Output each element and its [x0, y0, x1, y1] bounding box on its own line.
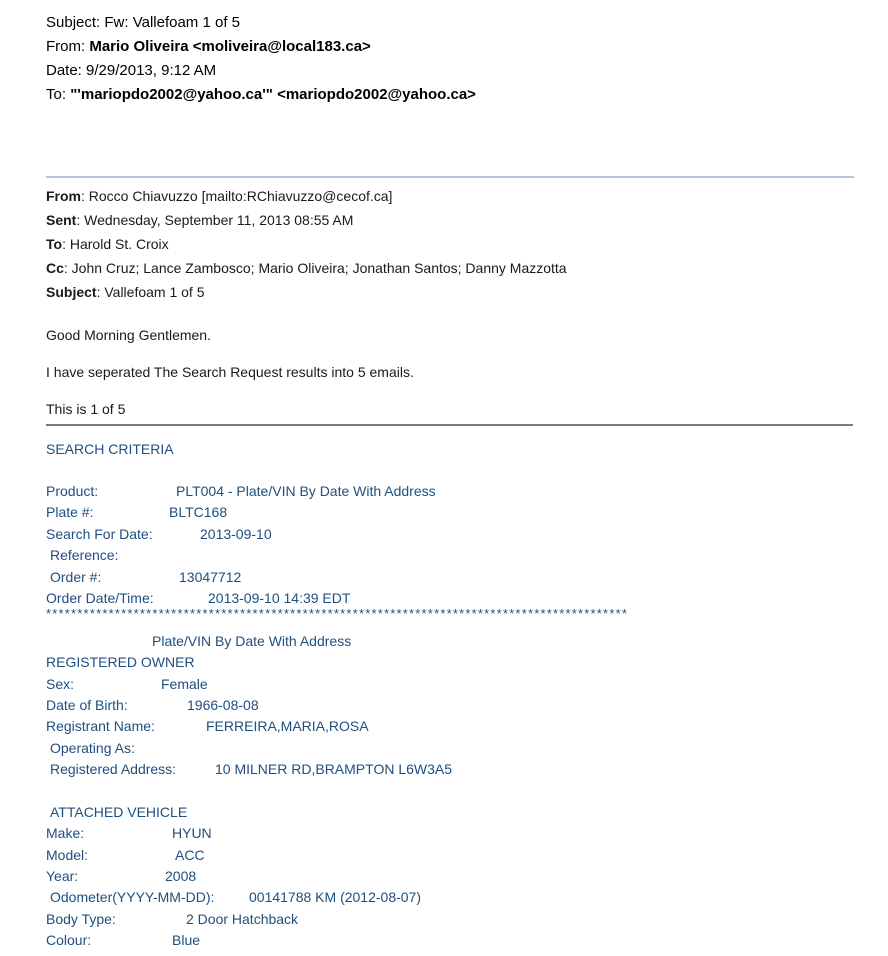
order-datetime-value: 2013-09-10 14:39 EDT — [208, 590, 351, 606]
odometer-value: 00141788 KM (2012-08-07) — [249, 889, 422, 905]
outer-from-label: From: — [46, 38, 86, 55]
outer-to-row — [46, 83, 476, 107]
fw-from-value: : Rocco Chiavuzzo [mailto:RChiavuzzo@cecof.ca] — [81, 188, 393, 204]
search-date-label: Search For Date: — [46, 526, 153, 542]
vehicle-heading: ATTACHED VEHICLE — [50, 804, 188, 820]
body-type-label: Body Type: — [46, 911, 116, 927]
sex-value: Female — [161, 676, 208, 692]
operating-as-label: Operating As: — [50, 740, 135, 756]
registrant-name-value: FERREIRA,MARIA,ROSA — [206, 718, 369, 734]
section-title: Plate/VIN By Date With Address — [152, 633, 352, 649]
fw-sent-label: Sent — [46, 212, 77, 228]
fw-sent-value: : Wednesday, September 11, 2013 08:55 AM — [76, 212, 354, 228]
dob-value: 1966-08-08 — [187, 697, 259, 713]
reference-label: Reference: — [50, 547, 119, 563]
fw-subject-label: Subject — [46, 284, 97, 300]
order-label: Order #: — [50, 569, 102, 585]
odometer-label: Odometer(YYYY-MM-DD): — [50, 889, 215, 905]
fw-to-row — [46, 232, 169, 256]
body-line-1: I have seperated The Search Request results into 5 emails. — [46, 364, 414, 380]
year-label: Year: — [46, 868, 79, 884]
plate-value: BLTC168 — [169, 504, 228, 520]
dob-label: Date of Birth: — [46, 697, 128, 713]
order-datetime-label: Order Date/Time: — [46, 590, 154, 606]
outer-date-row — [46, 59, 216, 83]
model-value: ACC — [175, 847, 205, 863]
outer-subject-row — [46, 11, 240, 35]
fw-cc-value: : John Cruz; Lance Zambosco; Mario Oliveira; Jonathan Santos; Danny Mazzotta — [63, 260, 567, 276]
body-line-2: This is 1 of 5 — [46, 401, 126, 417]
sex-label: Sex: — [46, 676, 75, 692]
fw-cc-row — [46, 256, 567, 280]
search-date-value: 2013-09-10 — [200, 526, 272, 542]
registered-address-label: Registered Address: — [50, 761, 177, 777]
make-label: Make: — [46, 825, 85, 841]
content-divider — [46, 424, 853, 426]
colour-value: Blue — [172, 932, 201, 948]
fw-subject-value: : Vallefoam 1 of 5 — [96, 284, 205, 300]
outer-to-value[interactable]: "'mariopdo2002@yahoo.ca'" <mariopdo2002@yahoo.ca> — [70, 86, 476, 103]
fw-cc-label: Cc — [46, 260, 64, 276]
year-value: 2008 — [165, 868, 197, 884]
product-value: PLT004 - Plate/VIN By Date With Address — [176, 483, 436, 499]
fw-to-value: : Harold St. Croix — [62, 236, 169, 252]
order-value: 13047712 — [179, 569, 242, 585]
registrant-name-label: Registrant Name: — [46, 718, 155, 734]
greeting: Good Morning Gentlemen. — [46, 327, 211, 343]
outer-date-label: Date: — [46, 62, 82, 79]
plate-label: Plate #: — [46, 504, 94, 520]
model-label: Model: — [46, 847, 89, 863]
make-value: HYUN — [172, 825, 212, 841]
outer-from-value[interactable]: Mario Oliveira <moliveira@local183.ca> — [89, 38, 371, 55]
product-label: Product: — [46, 483, 99, 499]
fw-to-label: To — [46, 236, 63, 252]
outer-subject-label: Subject: — [46, 14, 101, 31]
fw-from-label: From — [46, 188, 81, 204]
colour-label: Colour: — [46, 932, 92, 948]
search-criteria-title: SEARCH CRITERIA — [46, 441, 174, 457]
separator-stars: ********************************************************************************************* — [46, 606, 629, 621]
registered-address-value: 10 MILNER RD,BRAMPTON L6W3A5 — [215, 761, 453, 777]
fw-sent-row — [46, 208, 353, 232]
header-divider — [46, 176, 854, 178]
owner-heading: REGISTERED OWNER — [46, 654, 195, 670]
fw-from-row — [46, 184, 392, 208]
outer-date-value: 9/29/2013, 9:12 AM — [86, 62, 217, 79]
body-type-value: 2 Door Hatchback — [186, 911, 299, 927]
outer-subject-value: Fw: Vallefoam 1 of 5 — [104, 14, 240, 31]
outer-to-label: To: — [46, 86, 67, 103]
fw-subject-row — [46, 280, 205, 304]
outer-from-row — [46, 35, 371, 59]
